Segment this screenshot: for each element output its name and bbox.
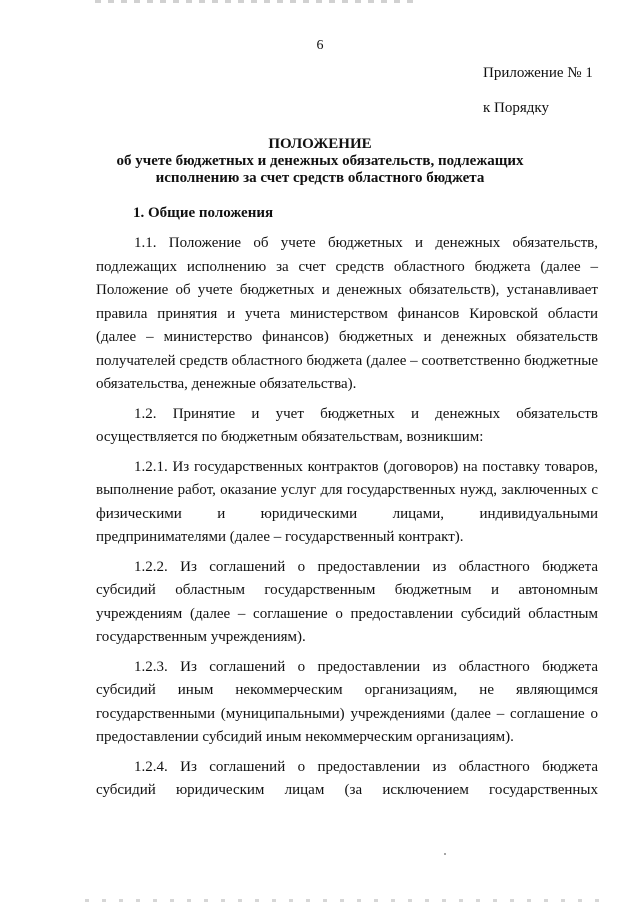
title-main: ПОЛОЖЕНИЕ	[268, 136, 372, 152]
paragraph-1-2-2: 1.2.2. Из соглашений о предоставлении из областного бюджета субсидий областным государственным бюджетным и автономным учреждениям (далее – соглашение о предоставлении субсидий областным государственным учреждениям).	[96, 558, 598, 645]
paragraph-1-2-1: 1.2.1. Из государственных контрактов (договоров) на поставку товаров, выполнение работ, оказание услуг для государственных нужд, заключенных с физическими и юридическими лицами, индивидуальными предпринимателями (далее – государственный контракт).	[96, 458, 598, 545]
scan-speck	[444, 853, 446, 855]
paragraph-1-2-3: 1.2.3. Из соглашений о предоставлении из областного бюджета субсидий иным некоммерческим организациям, не являющимся государственными (муниципальными) учреждениями (далее – соглашение о предоставлении субсидий иным некоммерческим организациям).	[96, 658, 598, 745]
appendix-label: Приложение № 1	[483, 65, 593, 81]
section-heading: 1. Общие положения	[133, 205, 274, 221]
document-body	[96, 232, 598, 803]
title-subtitle-line-2: исполнению за счет средств областного бюджета	[155, 170, 485, 186]
page-number: 6	[316, 38, 324, 53]
document-title	[0, 136, 640, 187]
title-subtitle-line-1: об учете бюджетных и денежных обязательств, подлежащих	[116, 153, 524, 169]
paragraph-1-2-4: 1.2.4. Из соглашений о предоставлении из областного бюджета субсидий юридическим лицам (за исключением государственных	[96, 758, 598, 798]
scan-artifact-bottom	[85, 899, 605, 902]
paragraph-1-2: 1.2. Принятие и учет бюджетных и денежных обязательств осуществляется по бюджетным обязательствам, возникшим:	[96, 405, 598, 445]
appendix-reference: к Порядку	[483, 100, 549, 116]
scan-artifact-top	[95, 0, 415, 3]
paragraph-1-1: 1.1. Положение об учете бюджетных и денежных обязательств, подлежащих исполнению за счет средств областного бюджета (далее – Положение об учете бюджетных и денежных обязательств), устанавливает правила принятия и учета министерством финансов Кировской области (далее – министерство финансов) бюджетных и денежных обязательств получателей средств областного бюджета (далее – соответственно бюджетные обязательства, денежные обязательства).	[96, 235, 598, 392]
